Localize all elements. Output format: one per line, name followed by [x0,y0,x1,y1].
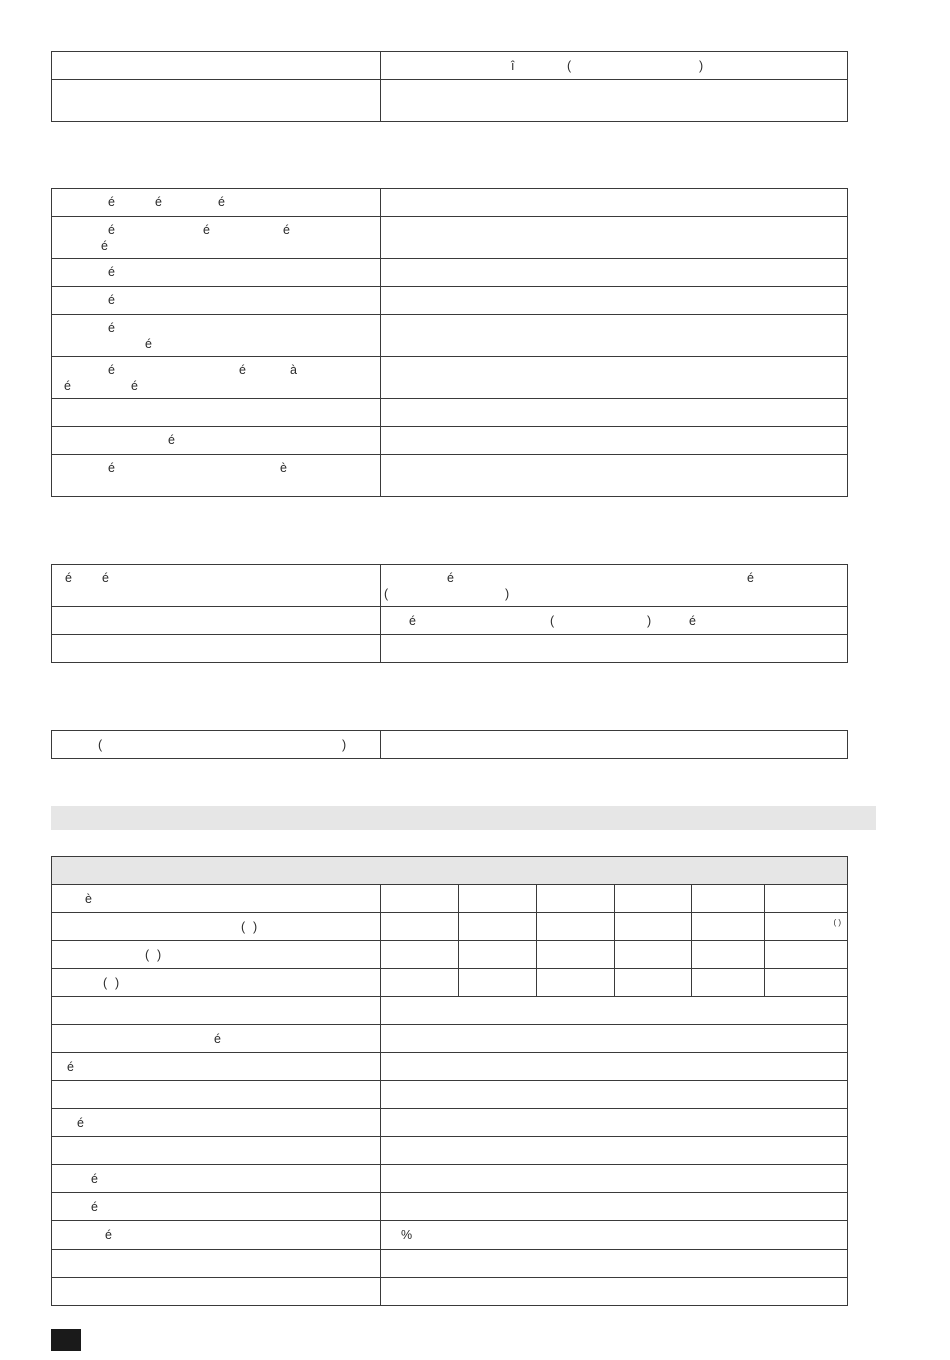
grid-cell [765,885,848,912]
grid-cell [537,969,615,996]
grid-cell [381,913,459,940]
text-fragment: é [409,614,416,628]
text-fragment: é [108,321,115,335]
label-cell [52,1109,381,1136]
text-fragment: ( [550,614,555,628]
label-cell [52,913,381,940]
grid-cell [692,885,765,912]
table-row [52,80,848,122]
text-fragment: é [77,1116,84,1130]
text-fragment: é [283,223,290,237]
table-section-2 [51,188,848,497]
table-section-5 [51,856,848,1306]
text-fragment: ( [384,587,389,601]
text-fragment: é [689,614,696,628]
table-row [52,1109,848,1137]
table-row [52,1250,848,1278]
text-fragment: é [105,1228,112,1242]
grid-cell [765,941,848,968]
text-fragment: é [64,379,71,393]
label-cell [52,1165,381,1192]
text-fragment: ( [145,948,150,962]
table-row [52,217,848,259]
grid-cell [459,885,537,912]
label-cell [52,455,381,496]
text-fragment: ) [647,614,652,628]
label-cell [52,427,381,454]
table-row [52,52,848,80]
table-row [52,885,848,913]
table-row [52,607,848,635]
grid-cell [537,885,615,912]
table-header-row [52,857,848,885]
grid-cell [765,969,848,996]
value-cell [381,1081,848,1108]
text-fragment: é [747,571,754,585]
text-fragment: è [85,892,92,906]
grid-cell [381,885,459,912]
text-fragment: é [145,337,152,351]
table-row [52,969,848,997]
label-cell [52,259,381,286]
table-section-3 [51,564,848,663]
value-cell [381,427,848,454]
table-row [52,565,848,607]
table-row [52,1081,848,1109]
value-cell [381,315,848,356]
text-fragment: é [214,1032,221,1046]
text-fragment: é [108,265,115,279]
label-cell [52,1137,381,1164]
label-cell [52,969,381,996]
grid-cell [459,941,537,968]
table-row [52,287,848,315]
text-fragment: à [290,363,297,377]
table-section-4 [51,730,848,759]
table-row [52,399,848,427]
value-cell [381,1025,848,1052]
table-row [52,1221,848,1250]
table-row [52,1053,848,1081]
label-cell [52,315,381,356]
text-fragment: î [511,59,515,73]
value-cell [381,189,848,216]
text-fragment: é [155,195,162,209]
label-cell [52,80,381,121]
text-fragment: é [67,1060,74,1074]
grid-cell [692,941,765,968]
footnote-marker: ( ) [833,918,841,927]
grid-cell [615,913,692,940]
table-row [52,941,848,969]
table-row [52,1278,848,1306]
value-cell [381,1109,848,1136]
value-cell [381,1278,848,1305]
table-row [52,1193,848,1221]
label-cell [52,1053,381,1080]
grid-cell [459,913,537,940]
text-fragment: é [108,363,115,377]
label-cell [52,189,381,216]
text-fragment: ) [253,920,258,934]
table-row [52,259,848,287]
label-cell [52,635,381,662]
label-cell [52,607,381,634]
table-row [52,635,848,663]
label-cell [52,1025,381,1052]
value-cell [381,731,848,758]
text-fragment: ) [699,59,704,73]
label-cell [52,217,381,258]
table-row [52,1165,848,1193]
section-heading-band [51,806,876,830]
page-marker-block [51,1329,81,1351]
text-fragment: é [131,379,138,393]
value-cell [381,357,848,398]
text-fragment: é [91,1200,98,1214]
value-cell [381,1137,848,1164]
grid-cell [692,913,765,940]
text-fragment: é [108,293,115,307]
label-cell [52,357,381,398]
table-section-1 [51,51,848,122]
table-row [52,357,848,399]
label-cell [52,287,381,314]
grid-cell [381,941,459,968]
table-row [52,913,848,941]
grid-cell [692,969,765,996]
value-cell [381,287,848,314]
grid-cell [765,913,848,940]
text-fragment: é [108,195,115,209]
value-cell [381,1193,848,1220]
text-fragment: é [447,571,454,585]
text-fragment: é [101,239,108,253]
header-cell [52,857,848,884]
text-fragment: ) [505,587,510,601]
value-cell [381,217,848,258]
table-row [52,997,848,1025]
label-cell [52,565,381,606]
value-cell [381,455,848,496]
value-cell [381,1165,848,1192]
text-fragment: é [203,223,210,237]
table-row [52,731,848,759]
text-fragment: é [218,195,225,209]
text-fragment: é [91,1172,98,1186]
text-fragment: ( [98,738,103,752]
grid-cell [615,969,692,996]
value-cell [381,52,848,79]
table-row [52,427,848,455]
text-fragment: é [168,433,175,447]
text-fragment: é [108,223,115,237]
table-row [52,1137,848,1165]
value-cell [381,80,848,121]
label-cell [52,52,381,79]
label-cell [52,997,381,1024]
value-cell [381,1250,848,1277]
label-cell [52,1250,381,1277]
table-row [52,455,848,497]
value-cell [381,565,848,606]
value-cell [381,1053,848,1080]
grid-cell [459,969,537,996]
label-cell [52,1081,381,1108]
value-cell [381,1221,848,1249]
text-fragment: % [401,1228,413,1242]
text-fragment: ) [157,948,162,962]
text-fragment: é [108,461,115,475]
label-cell [52,1193,381,1220]
text-fragment: ( [103,976,108,990]
value-cell [381,997,848,1024]
value-cell [381,399,848,426]
label-cell [52,1278,381,1305]
label-cell [52,941,381,968]
text-fragment: é [239,363,246,377]
label-cell [52,1221,381,1249]
value-cell [381,607,848,634]
grid-cell [537,913,615,940]
grid-cell [615,885,692,912]
text-fragment: é [65,571,72,585]
table-row [52,1025,848,1053]
label-cell [52,731,381,758]
text-fragment: ( [567,59,572,73]
value-cell [381,635,848,662]
text-fragment: ( [241,920,246,934]
value-cell [381,259,848,286]
table-row [52,189,848,217]
label-cell [52,399,381,426]
grid-cell [381,969,459,996]
text-fragment: è [280,461,287,475]
text-fragment: ) [342,738,347,752]
text-fragment: é [102,571,109,585]
grid-cell [615,941,692,968]
table-row [52,315,848,357]
label-cell [52,885,381,912]
text-fragment: ) [115,976,120,990]
grid-cell [537,941,615,968]
